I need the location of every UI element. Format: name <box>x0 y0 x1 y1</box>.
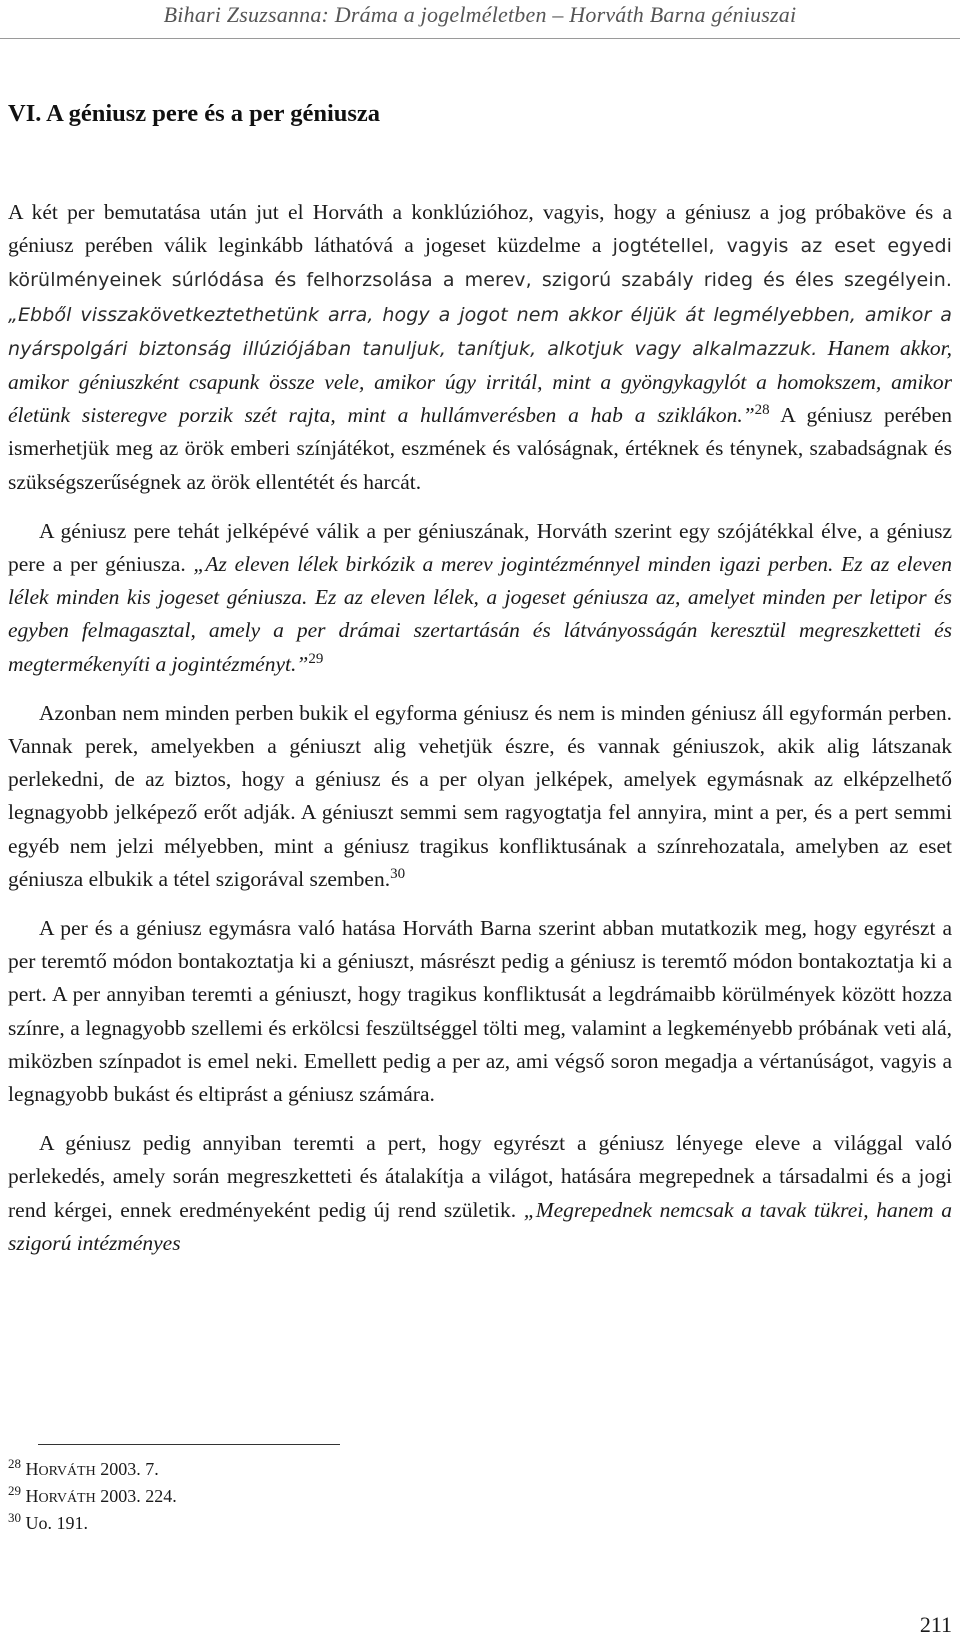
footnotes <box>8 1457 177 1536</box>
paragraph-5-text: A géniusz pedig annyiban teremti a pert, hogy egyrészt a géniusz lényege eleve a világgal való perlekedés, amely során megreszketteti és átalakítja a világot, hatására megrepednek a társadalmi és a jogi rend kérgei, ennek eredményeként pedig új rend születik. <box>8 1131 952 1222</box>
quote-28-part-2: Hanem akkor, amikor géniuszként csapunk össze vele, amikor úgy irritál, mint a gyöngykagylót a homokszem, amikor életünk sisteregve porzik szét rajta, mint a hullámverésben a hab a sziklákon.” <box>8 335 952 428</box>
paragraph-1-sentence-1: A két per bemutatása után jut el Horváth a konklúzióhoz, vagyis, hogy a géniusz a jog próbaköve és a géniusz perében válik leginkább láthatóvá a jogeset küzdelme a <box>8 200 952 258</box>
footnote-ref-29[interactable]: 29 <box>308 650 324 667</box>
footnote-ref-30[interactable]: 30 <box>390 865 406 882</box>
footnote-author: HORVÁTH <box>25 1486 96 1506</box>
footnote-number: 28 <box>8 1456 21 1471</box>
running-header: Bihari Zsuzsanna: Dráma a jogelméletben – Horváth Barna géniuszai <box>163 2 797 27</box>
paragraph-5 <box>8 1127 952 1260</box>
paragraph-2 <box>8 515 952 681</box>
paragraph-3-text: Azonban nem minden perben bukik el egyforma géniusz és nem is minden géniusz áll egyformán perben. Vannak perek, amelyekben a géniuszt alig vehetjük észre, és vannak géniuszok, akik alig látszanak perlekedni, de az biztos, hogy a géniusz és a per olyan jelképek, amelyek egymásnak az elképzelhető legnagyobb jelképező erőt adják. A géniuszt semmi sem ragyogtatja fel annyira, mint a per, és a pert semmi egyéb nem jelzi mélyebben, mint a géniusz tragikus konfliktusának a színrehozatala, amelyben az eset géniusza elbukik a tétel szigorával szemben. <box>8 700 952 891</box>
quote-28-part-1: „Ebből visszakövetkeztethetünk arra, hogy a jogot nem akkor éljük át legmélyebben, amikor a nyárspolgári biztonság illúziójában tanuljuk, tanítjuk, alkotjuk vagy alkalmazzuk. <box>8 303 952 360</box>
paragraph-2-sentence-1: A géniusz pere tehát jelképévé válik a per géniuszának, Horváth szerint egy szójátékkal élve, a géniusz pere a per géniusza. <box>8 518 952 577</box>
paragraph-1 <box>8 196 952 499</box>
footnote-30 <box>8 1511 177 1536</box>
footnote-number: 29 <box>8 1483 21 1498</box>
footnote-29 <box>8 1484 177 1511</box>
footnote-28 <box>8 1457 177 1484</box>
footnote-ref-text: 2003. 224. <box>95 1486 177 1506</box>
paragraph-1-sentence-3: A géniusz perében ismerhetjük meg az örök emberi színjátékot, eszmének és valóságnak, értéknek és ténynek, szabadságnak és szükségszerűségnek az örök ellentétét és harcát. <box>8 403 953 494</box>
body-text <box>8 196 952 1260</box>
quote-continued: „Megrepednek nemcsak a tavak tükrei, hanem a szigorú intézményes <box>8 1197 952 1255</box>
paragraph-3 <box>8 697 952 896</box>
footnote-number: 30 <box>8 1510 21 1525</box>
paragraph-4-text: A per és a géniusz egymásra való hatása Horváth Barna szerint abban mutatkozik meg, hogy egyrészt a per teremtő módon bontakoztatja ki a géniuszt, másrészt pedig a géniusz is teremtő módon bontakoztatja ki a pert. A per annyiban teremti a géniuszt, hogy tragikus konfliktusát a legdrámaibb körülmények között hozza színre, a legnagyobb szellemi és erkölcsi feszültséggel tölti meg, valamint a legkeményebb próbának veti alá, miközben színpadot is emel neki. Emellett pedig a per az, ami végső soron megadja a vértanúságot, vagyis a legnagyobb bukást és eltiprást a géniusz számára. <box>8 916 952 1107</box>
footnote-author: HORVÁTH <box>25 1459 96 1479</box>
chapter-title: VI. A géniusz pere és a per géniusza <box>8 100 381 127</box>
footnote-ref-text: 2003. 7. <box>95 1459 159 1479</box>
paragraph-4 <box>8 912 952 1111</box>
footnote-ref-text: Uo. 191. <box>25 1513 88 1533</box>
header-divider <box>0 38 960 39</box>
page-number: 211 <box>919 1612 952 1637</box>
paragraph-1-sans-passage: jogtétellel, vagyis az eset egyedi körülményeinek súrlódása és felhorzsolása a merev, szigorú szabály rideg és éles szegélyein. <box>8 235 952 292</box>
quote-29: „Az eleven lélek birkózik a merev jogintézménnyel minden igazi perben. Ez az eleven lélek minden kis jogeset géniusza. Ez az eleven lélek, a jogeset géniusza az, amelyet minden per letipor és egyben felmagasztal, amely a per drámai szertartásán és látványosságán keresztül megreszketteti és megtermékenyíti a jogintézményt.” <box>8 552 952 676</box>
footnote-divider <box>38 1444 340 1445</box>
footnote-ref-28[interactable]: 28 <box>754 402 770 419</box>
